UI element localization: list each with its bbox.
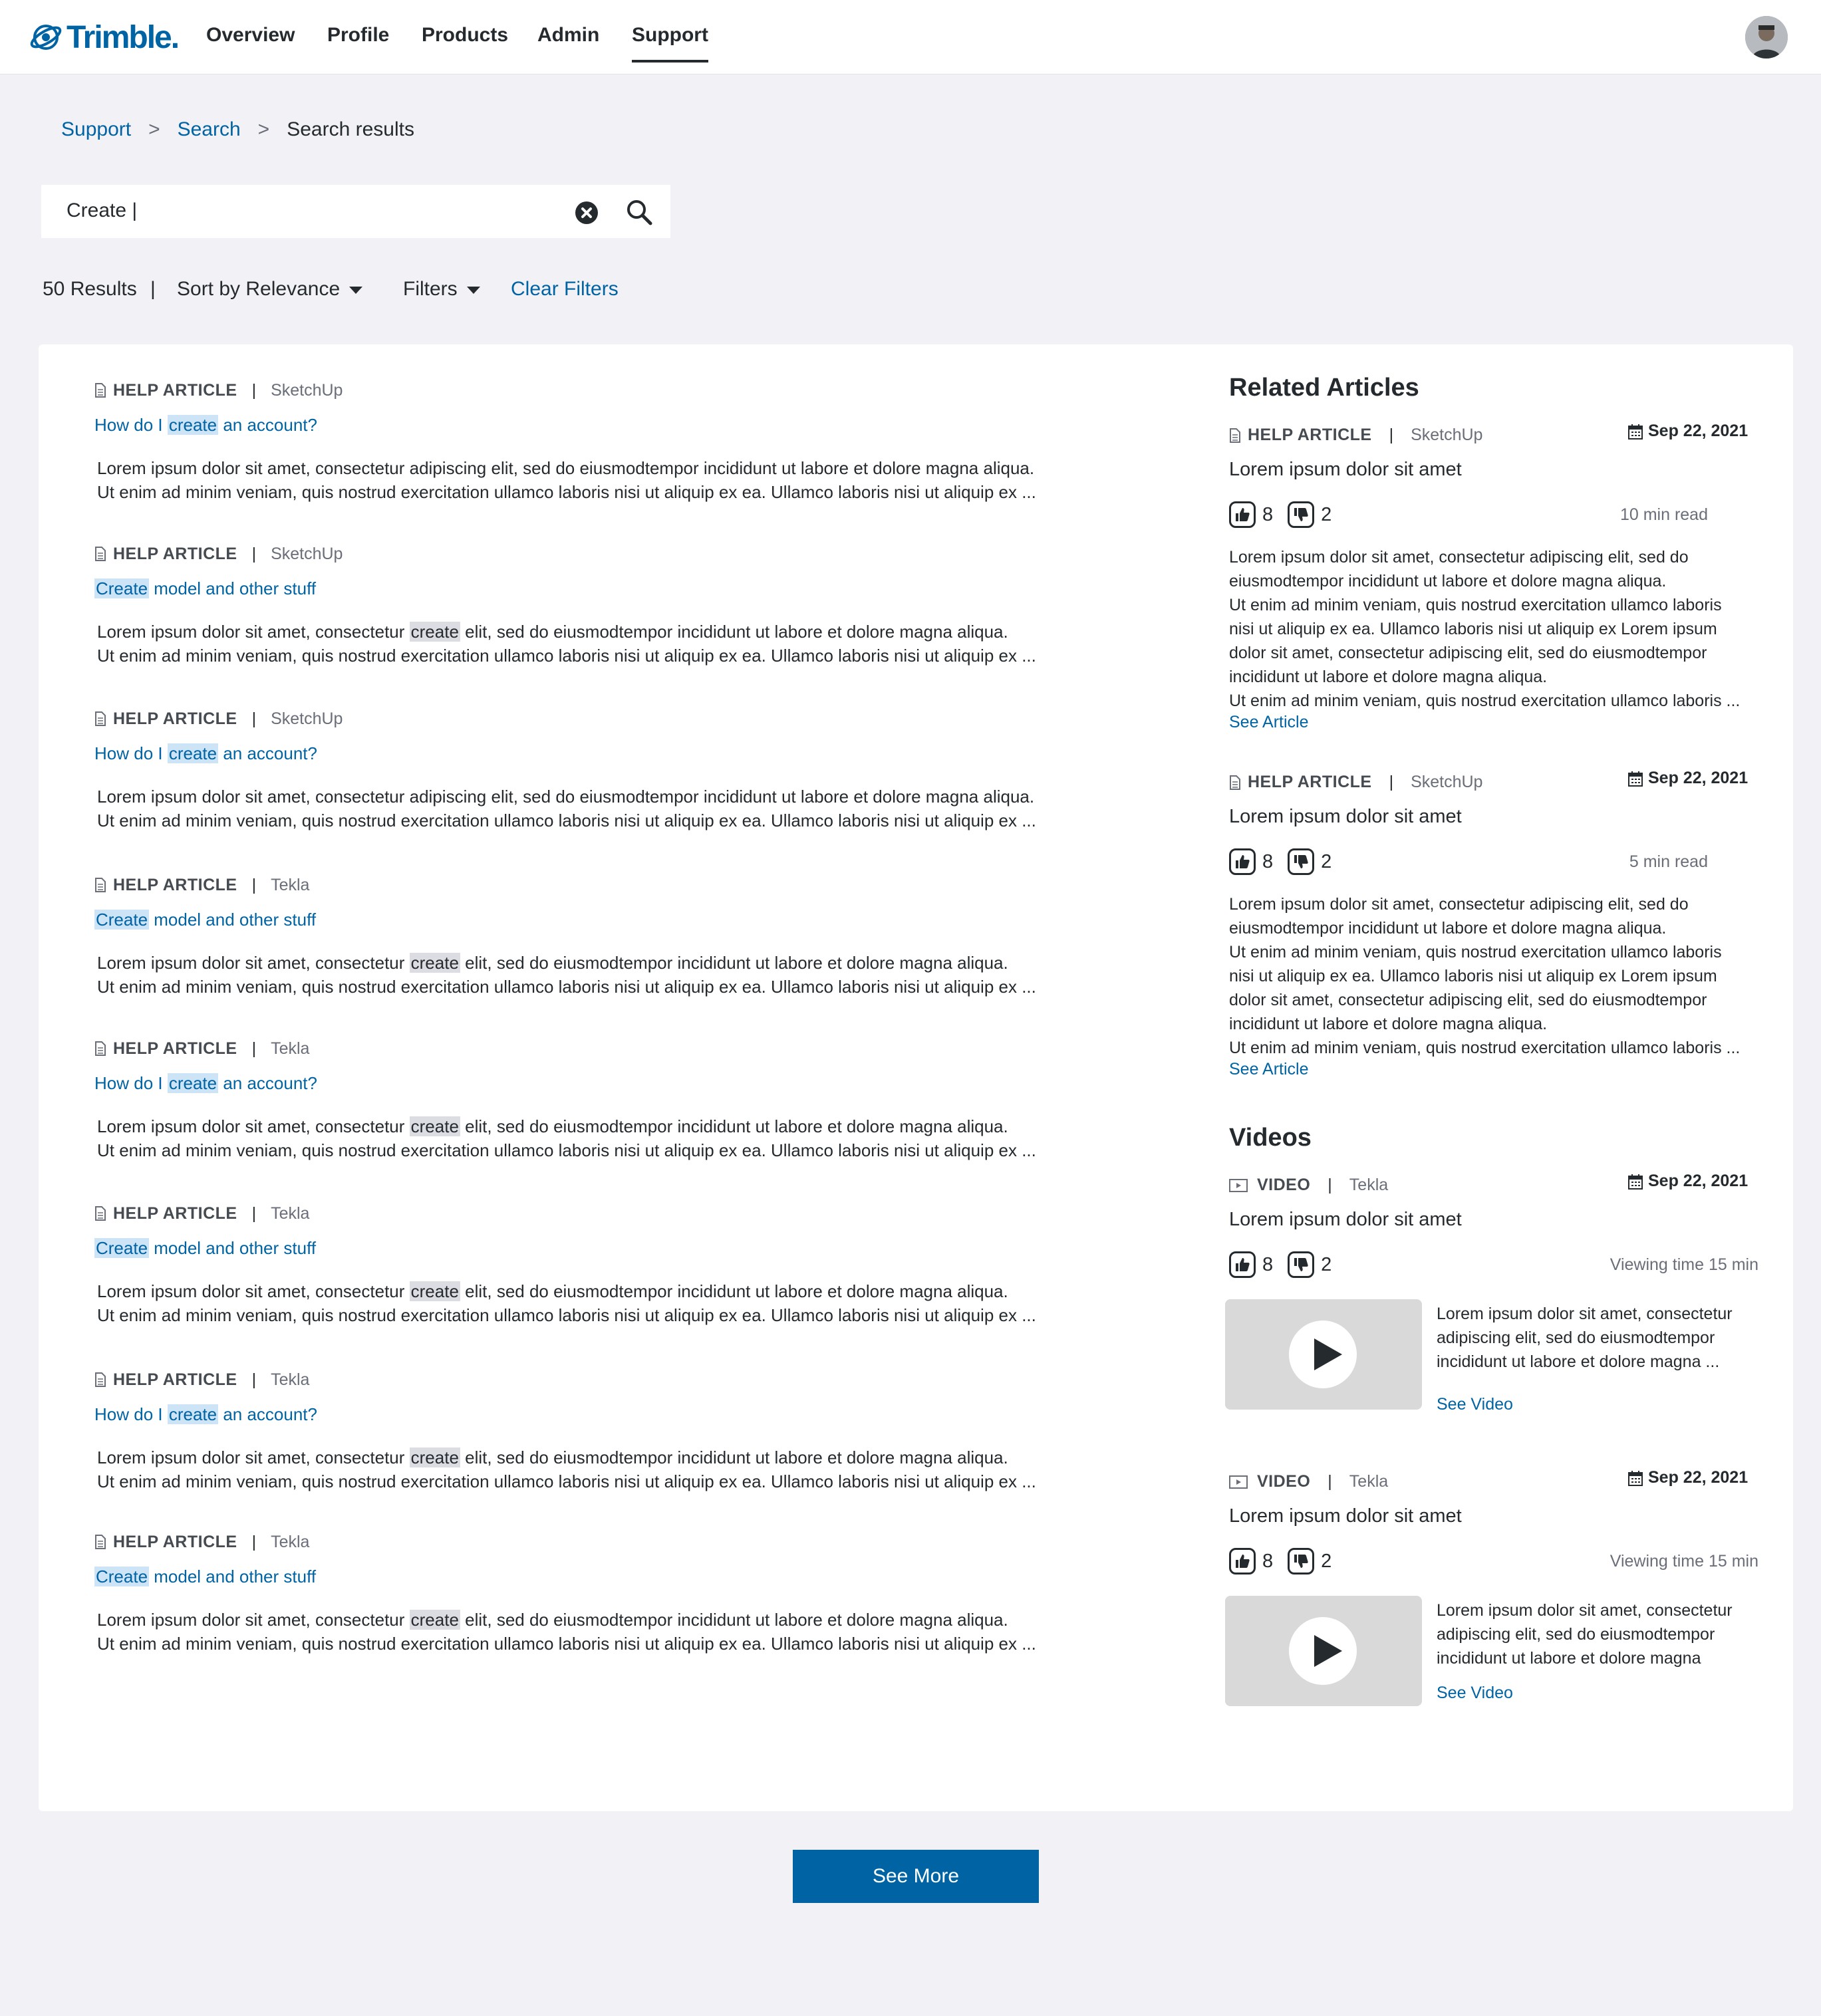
clear-search-icon[interactable] [575,201,599,225]
document-icon [94,1041,106,1056]
excerpt-line: incididunt ut labore et dolore magna aliqua. [1229,1015,1548,1033]
result-type: HELP ARTICLE [113,875,237,894]
video-thumbnail[interactable] [1225,1596,1422,1706]
result-meta [94,874,1039,896]
search-result-item [94,1368,1039,1493]
see-article-link[interactable]: See Article [1229,713,1309,731]
thumbs-up-icon [1234,1553,1250,1569]
likes-count: 8 [1262,503,1274,525]
result-snippet [94,1279,1039,1327]
result-title-link[interactable] [94,578,1039,602]
meta-separator: | [1389,426,1394,444]
article-date [1628,422,1748,441]
result-source: SketchUp [271,709,343,728]
thumbs-down-icon [1293,854,1309,870]
video-source: Tekla [1349,1472,1389,1491]
nav-products[interactable]: Products [422,24,509,46]
user-photo-icon [1745,16,1788,59]
chevron-down-icon [467,287,480,294]
article-excerpt [1229,545,1758,713]
search-result-item [94,1037,1039,1162]
result-source: Tekla [271,1532,310,1551]
snippet-text: Lorem ipsum dolor sit amet, consectetur [97,1448,410,1467]
video-excerpt [1437,1302,1749,1374]
result-snippet [94,951,1039,999]
title-text: model and other stuff [149,910,317,930]
thumbs-down-icon [1293,1553,1309,1569]
article-type: HELP ARTICLE [1248,773,1372,791]
title-highlight: Create [96,578,148,598]
result-type: HELP ARTICLE [113,1203,237,1223]
brand-name: Trimble. [67,19,179,55]
title-text: How do I [94,1404,168,1424]
snippet-highlight: create [410,1281,459,1301]
excerpt-line: Lorem ipsum dolor sit amet, consectetur adipiscing elit, sed do [1229,548,1689,567]
read-time: 5 min read [1629,852,1708,871]
title-text: How do I [94,415,168,435]
see-video-link[interactable]: See Video [1437,1395,1513,1414]
result-source: Tekla [271,875,310,894]
thumbs-up-icon [1234,854,1250,870]
filters-dropdown[interactable] [403,278,480,301]
meta-separator: | [1328,1176,1332,1194]
breadcrumb-support[interactable]: Support [61,118,132,140]
sort-label: Sort by Relevance [177,278,341,300]
see-video-link[interactable]: See Video [1437,1684,1513,1702]
title-highlight: create [168,415,217,435]
dislikes-count: 2 [1321,1550,1332,1572]
excerpt-line: nisi ut aliquip ex ea. Ullamco laboris nisi ut aliquip ex Lorem ipsum [1229,967,1717,985]
thumbs-down-icon [1293,507,1309,523]
results-separator: | [150,278,156,300]
result-title-link[interactable] [94,1567,1039,1590]
article-date [1628,769,1748,788]
excerpt-line: incididunt ut labore et dolore magna ... [1437,1352,1720,1371]
title-text: How do I [94,743,168,763]
excerpt-line: Ut enim ad minim veniam, quis nostrud exercitation ullamco laboris [1229,596,1722,614]
nav-overview[interactable]: Overview [206,24,295,46]
title-text: model and other stuff [149,1567,317,1586]
vote-bar [1229,1548,1339,1575]
snippet-text: Lorem ipsum dolor sit amet, consectetur adipiscing elit, sed do eiusmodtempor incididunt ut labore et dolore magna aliqua. [97,458,1035,478]
title-text: an account? [218,415,317,435]
snippet-text: elit, sed do eiusmodtempor incididunt ut labore et dolore magna aliqua. [460,1116,1008,1136]
excerpt-line: Lorem ipsum dolor sit amet, consectetur [1437,1305,1733,1323]
snippet-highlight: create [410,953,459,973]
video-date [1628,1468,1748,1487]
snippet-highlight: create [410,1448,459,1467]
result-snippet [94,456,1039,504]
likes-count: 8 [1262,850,1274,872]
result-snippet [94,620,1039,668]
viewing-time: Viewing time 15 min [1610,1255,1758,1274]
document-icon [94,383,106,398]
meta-separator: | [251,380,257,400]
snippet-text: Lorem ipsum dolor sit amet, consectetur [97,1610,410,1630]
snippet-text: Ut enim ad minim veniam, quis nostrud exercitation ullamco laboris nisi ut aliquip ex ea. Ullamco laboris nisi ut aliquip ex ... [97,482,1036,502]
excerpt-line: eiusmodtempor incididunt ut labore et dolore magna aliqua. [1229,919,1667,938]
video-excerpt [1437,1598,1749,1670]
nav-admin[interactable]: Admin [537,24,600,46]
breadcrumb-separator: > [257,118,270,140]
excerpt-line: Ut enim ad minim veniam, quis nostrud exercitation ullamco laboris ... [1229,1039,1741,1057]
snippet-text: Ut enim ad minim veniam, quis nostrud exercitation ullamco laboris nisi ut aliquip ex ea. Ullamco laboris nisi ut aliquip ex ... [97,1305,1036,1325]
excerpt-line: Lorem ipsum dolor sit amet, consectetur adipiscing elit, sed do [1229,895,1689,914]
title-highlight: Create [96,1238,148,1258]
see-article-link[interactable]: See Article [1229,1060,1309,1078]
result-meta [94,1202,1039,1225]
excerpt-line: dolor sit amet, consectetur adipiscing elit, sed do eiusmodtempor [1229,644,1707,662]
result-type: HELP ARTICLE [113,544,237,563]
article-meta [1229,773,1482,792]
result-meta [94,707,1039,730]
snippet-highlight: create [410,622,459,642]
results-count: 50 Results [43,278,137,300]
search-value[interactable]: Create | [67,199,138,221]
thumbs-up-button[interactable] [1229,1251,1256,1278]
video-thumbnail[interactable] [1225,1299,1422,1410]
title-highlight: create [168,1404,217,1424]
nav-profile[interactable]: Profile [327,24,390,46]
calendar-icon [1628,424,1643,440]
breadcrumb [61,118,414,141]
result-source: SketchUp [271,544,343,563]
calendar-icon [1628,1470,1643,1486]
excerpt-line: Lorem ipsum dolor sit amet, consectetur [1437,1601,1733,1620]
snippet-text: elit, sed do eiusmodtempor incididunt ut labore et dolore magna aliqua. [460,1610,1008,1630]
thumbs-down-icon [1293,1257,1309,1273]
title-highlight: Create [96,910,148,930]
result-source: Tekla [271,1203,310,1223]
date-text: Sep 22, 2021 [1648,422,1749,440]
thumbs-up-button[interactable] [1229,501,1256,528]
breadcrumb-current: Search results [287,118,414,140]
title-text: an account? [218,743,317,763]
result-title-link[interactable] [94,910,1039,934]
article-excerpt [1229,892,1758,1060]
excerpt-line: adipiscing elit, sed do eiusmodtempor [1437,1625,1715,1644]
result-type: HELP ARTICLE [113,380,237,400]
article-source: SketchUp [1411,426,1483,444]
document-icon [94,878,106,892]
search-result-item [94,543,1039,668]
date-text: Sep 22, 2021 [1648,1172,1749,1190]
likes-count: 8 [1262,1550,1274,1572]
sort-dropdown[interactable] [177,278,362,301]
result-snippet [94,1114,1039,1162]
search-result-item [94,874,1039,999]
title-highlight: create [168,743,217,763]
document-icon [94,711,106,726]
result-title-link[interactable] [94,1404,1039,1428]
videos-title: Videos [1229,1124,1312,1152]
snippet-text: elit, sed do eiusmodtempor incididunt ut labore et dolore magna aliqua. [460,622,1008,642]
article-source: SketchUp [1411,773,1483,791]
globe-icon [29,21,63,54]
play-icon[interactable] [1289,1321,1357,1388]
video-type: VIDEO [1257,1472,1311,1491]
avatar[interactable] [1745,16,1788,59]
document-icon [1229,428,1241,443]
excerpt-line: incididunt ut labore et dolore magna aliqua. [1229,668,1548,686]
dislikes-count: 2 [1321,503,1332,525]
snippet-text: elit, sed do eiusmodtempor incididunt ut labore et dolore magna aliqua. [460,953,1008,973]
meta-separator: | [251,544,257,563]
result-snippet [94,1608,1039,1656]
snippet-text: Lorem ipsum dolor sit amet, consectetur [97,1281,410,1301]
result-meta [94,1368,1039,1391]
snippet-text: elit, sed do eiusmodtempor incididunt ut labore et dolore magna aliqua. [460,1448,1008,1467]
vote-bar [1229,501,1339,528]
video-title[interactable]: Lorem ipsum dolor sit amet [1229,1505,1462,1527]
title-highlight: Create [96,1567,148,1586]
date-text: Sep 22, 2021 [1648,769,1749,787]
document-icon [94,1372,106,1387]
video-date [1628,1172,1748,1191]
search-result-item [94,379,1039,504]
video-source: Tekla [1349,1176,1389,1194]
article-type: HELP ARTICLE [1248,426,1372,444]
dislikes-count: 2 [1321,850,1332,872]
filters-label: Filters [403,278,458,300]
search-result-item [94,707,1039,832]
snippet-text: Lorem ipsum dolor sit amet, consectetur [97,622,410,642]
result-meta [94,1531,1039,1553]
meta-separator: | [251,1039,257,1058]
title-text: model and other stuff [149,1238,317,1258]
snippet-text: Ut enim ad minim veniam, quis nostrud exercitation ullamco laboris nisi ut aliquip ex ea. Ullamco laboris nisi ut aliquip ex ... [97,1471,1036,1491]
see-more-button[interactable]: See More [793,1850,1039,1903]
related-articles-title: Related Articles [1229,374,1419,402]
thumbs-up-button[interactable] [1229,1548,1256,1575]
result-title-link[interactable] [94,415,1039,439]
snippet-text: Ut enim ad minim veniam, quis nostrud exercitation ullamco laboris nisi ut aliquip ex ea. Ullamco laboris nisi ut aliquip ex ... [97,1634,1036,1654]
video-type: VIDEO [1257,1176,1311,1194]
meta-separator: | [251,1203,257,1223]
likes-count: 8 [1262,1253,1274,1275]
snippet-text: Lorem ipsum dolor sit amet, consectetur [97,1116,410,1136]
breadcrumb-search[interactable]: Search [177,118,241,140]
snippet-highlight: create [410,1116,459,1136]
snippet-text: Ut enim ad minim veniam, quis nostrud exercitation ullamco laboris nisi ut aliquip ex ea. Ullamco laboris nisi ut aliquip ex ... [97,811,1036,830]
play-icon[interactable] [1289,1617,1357,1685]
article-title[interactable]: Lorem ipsum dolor sit amet [1229,459,1462,480]
top-nav [0,0,1821,74]
document-icon [1229,775,1241,790]
excerpt-line: Ut enim ad minim veniam, quis nostrud exercitation ullamco laboris ... [1229,692,1741,710]
viewing-time: Viewing time 15 min [1610,1552,1758,1571]
video-meta [1229,1472,1388,1491]
clear-filters-link[interactable]: Clear Filters [511,278,619,300]
thumbs-up-button[interactable] [1229,848,1256,875]
result-source: Tekla [271,1370,310,1389]
thumbs-down-button[interactable] [1288,1548,1314,1575]
result-type: HELP ARTICLE [113,1532,237,1551]
snippet-text: Lorem ipsum dolor sit amet, consectetur [97,953,410,973]
thumbs-up-icon [1234,1257,1250,1273]
result-meta [94,379,1039,402]
thumbs-down-button[interactable] [1288,848,1314,875]
meta-separator: | [251,875,257,894]
title-text: an account? [218,1073,317,1093]
excerpt-line: adipiscing elit, sed do eiusmodtempor [1437,1328,1715,1347]
excerpt-line: dolor sit amet, consectetur adipiscing elit, sed do eiusmodtempor [1229,991,1707,1009]
article-title[interactable]: Lorem ipsum dolor sit amet [1229,806,1462,827]
document-icon [94,1206,106,1221]
thumbs-up-icon [1234,507,1250,523]
date-text: Sep 22, 2021 [1648,1468,1749,1487]
result-source: SketchUp [271,380,343,400]
result-snippet [94,1446,1039,1493]
document-icon [94,1535,106,1549]
document-icon [94,547,106,561]
result-snippet [94,785,1039,832]
search-result-item [94,1531,1039,1656]
video-title[interactable]: Lorem ipsum dolor sit amet [1229,1209,1462,1230]
result-type: HELP ARTICLE [113,709,237,728]
excerpt-line: nisi ut aliquip ex ea. Ullamco laboris nisi ut aliquip ex Lorem ipsum [1229,620,1717,638]
meta-separator: | [251,1532,257,1551]
snippet-text: Ut enim ad minim veniam, quis nostrud exercitation ullamco laboris nisi ut aliquip ex ea. Ullamco laboris nisi ut aliquip ex ... [97,977,1036,997]
thumbs-down-button[interactable] [1288,501,1314,528]
read-time: 10 min read [1619,505,1708,524]
nav-support[interactable]: Support [632,24,708,46]
dislikes-count: 2 [1321,1253,1332,1275]
meta-separator: | [251,1370,257,1389]
meta-separator: | [1389,773,1394,791]
snippet-highlight: create [410,1610,459,1630]
meta-separator: | [1328,1472,1332,1491]
search-result-item [94,1202,1039,1327]
search-icon[interactable] [625,198,653,226]
result-meta [94,543,1039,565]
result-type: HELP ARTICLE [113,1039,237,1058]
result-title-link[interactable] [94,743,1039,767]
result-type: HELP ARTICLE [113,1370,237,1389]
excerpt-line: Ut enim ad minim veniam, quis nostrud exercitation ullamco laboris [1229,943,1722,961]
excerpt-line: eiusmodtempor incididunt ut labore et dolore magna aliqua. [1229,572,1667,590]
vote-bar [1229,848,1339,875]
result-source: Tekla [271,1039,310,1058]
thumbs-down-button[interactable] [1288,1251,1314,1278]
vote-bar [1229,1251,1339,1278]
snippet-text: Ut enim ad minim veniam, quis nostrud exercitation ullamco laboris nisi ut aliquip ex ea. Ullamco laboris nisi ut aliquip ex ... [97,646,1036,666]
title-text: an account? [218,1404,317,1424]
title-text: How do I [94,1073,168,1093]
video-icon [1229,1475,1248,1489]
result-title-link[interactable] [94,1238,1039,1262]
title-highlight: create [168,1073,217,1093]
breadcrumb-separator: > [148,118,160,140]
snippet-text: Lorem ipsum dolor sit amet, consectetur adipiscing elit, sed do eiusmodtempor incididunt ut labore et dolore magna aliqua. [97,787,1035,807]
excerpt-line: incididunt ut labore et dolore magna [1437,1649,1701,1668]
meta-separator: | [251,709,257,728]
video-meta [1229,1176,1388,1195]
chevron-down-icon [349,287,362,294]
snippet-text: elit, sed do eiusmodtempor incididunt ut labore et dolore magna aliqua. [460,1281,1008,1301]
trimble-logo[interactable] [29,17,178,57]
title-text: model and other stuff [149,578,317,598]
article-meta [1229,426,1482,445]
calendar-icon [1628,771,1643,787]
snippet-text: Ut enim ad minim veniam, quis nostrud exercitation ullamco laboris nisi ut aliquip ex ea. Ullamco laboris nisi ut aliquip ex ... [97,1140,1036,1160]
result-title-link[interactable] [94,1073,1039,1097]
result-meta [94,1037,1039,1060]
video-icon [1229,1178,1248,1193]
calendar-icon [1628,1174,1643,1190]
